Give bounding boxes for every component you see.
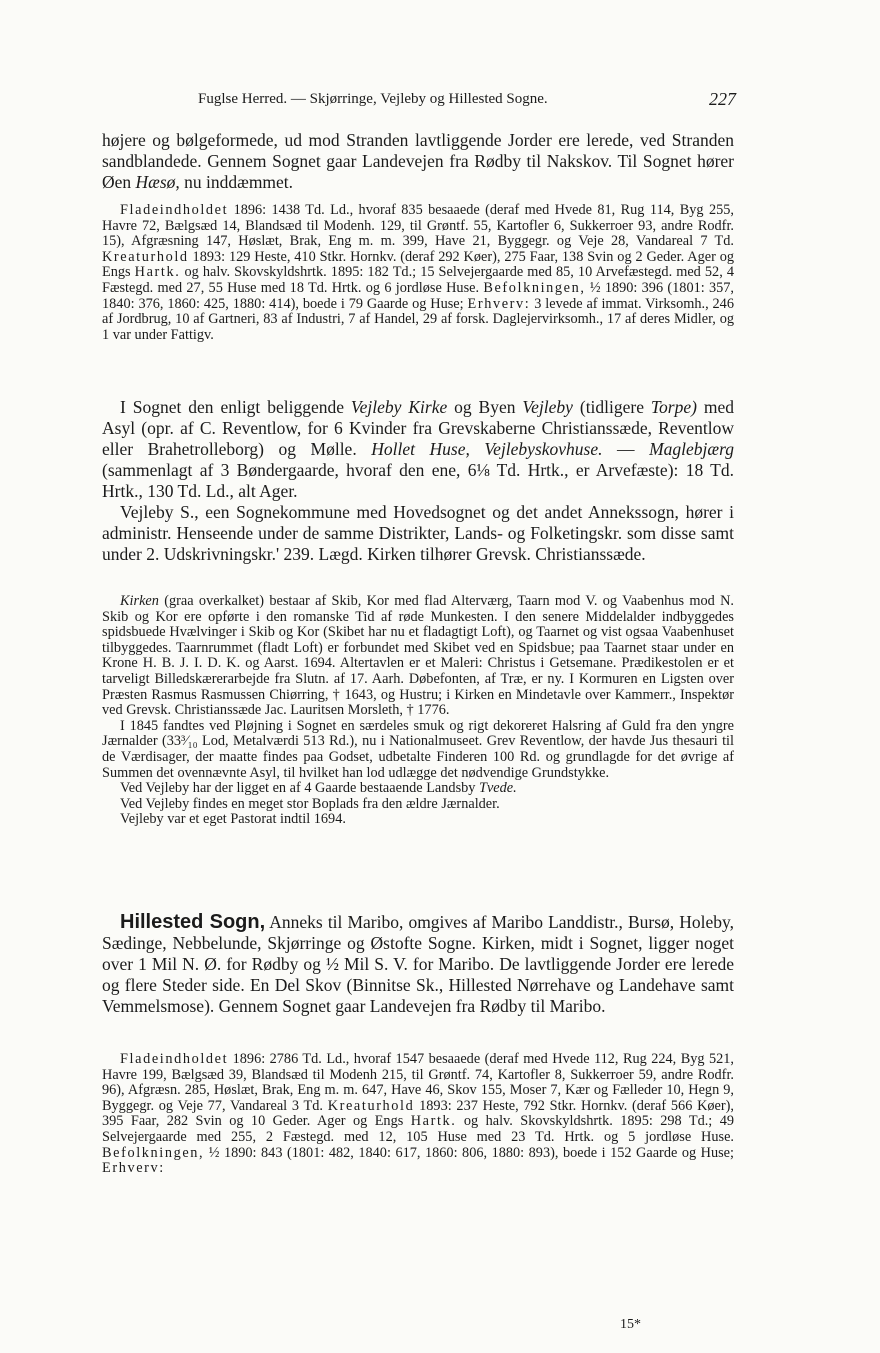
statistics-paragraph: Fladeindholdet 1896: 2786 Td. Ld., hvoraf 1547 besaaede (deraf med Hvede 112, Rug 224, Byg 521, Havre 199, Bælgsæd 39, Blandsæd til Modenh 215, til Grøntf. 74, Kartofler 8, Sukkerroer 59, andre Rodfr. 96), Afgræsn. 285, Høslæt, Brak, Eng m. m. 647, Have 46, Skov 155, Moser 7, Kær og Fælleder 10, Hegn 9, Byggegr. og Veje 77, Vandareal 3 Td. Kreaturhold 1893: 237 Heste, 792 Stkr. Hornkv. (deraf 566 Køer), 395 Faar, 282 Svin og 10 Geder. Ager og Engs Hartk. og halv. Skovskyldshrtk. 1895: 298 Td.; 49 Selvejergaarde med 255, 2 Fæstegd. med 12, 105 Huse med 23 Td. Hrtk. og 5 jordløse Huse. Befolkningen, ½ 1890: 843 (1801: 482, 1840: 617, 1860: 806, 1880: 893), boede i 152 Gaarde og Huse; Erhverv:: [102, 1051, 734, 1177]
paragraph-vejleby-sogn: Vejleby S., een Sognekommune med Hovedsognet og det andet Annekssogn, hører i administr. Henseende under de samme Distrikter, Lands- og Folketingskr. som disse samt under 2. Udskrivningskr.' 239. Lægd. Kirken tilhører Grevsk. Christianssæde.: [102, 502, 734, 564]
paragraph-pastorat: Vejleby var et eget Pastorat indtil 1694.: [120, 811, 346, 828]
paragraph-halsring: I 1845 fandtes ved Pløjning i Sognet en særdeles smuk og rigt dekoreret Halsring af Guld fra den yngre Jærnalder (33³⁄₁₀ Lod, Metalværdi 513 Rd.), nu i Nationalmuseet. Grev Reventlow, der havde Jus thesauri til de Værdisager, der maatte findes paa Godset, udbetalte Finderen 100 Rd. og grundlagde for det øvrige af Summen det ovennævnte Asyl, til hvilket han lod udlægge det nødvendige Grundstykke.: [102, 717, 734, 781]
paragraph-boplads: Ved Vejleby findes en meget stor Boplads fra den ældre Jærnalder.: [120, 795, 500, 812]
stats-skjorringe: [102, 203, 734, 343]
paragraph-tvede: Ved Vejleby har der ligget en af 4 Gaarde bestaaende Landsby Tvede.: [120, 780, 517, 797]
header-title: Fuglse Herred. — Skjørringe, Vejleby og Hillested Sogne.: [198, 91, 548, 107]
running-header: [198, 89, 736, 113]
statistics-paragraph: Fladeindholdet 1896: 1438 Td. Ld., hvoraf 835 besaaede (deraf med Hvede 81, Rug 114, Byg 255, Havre 72, Bælgsæd 14, Blandsæd til Modenh. 129, til Grøntf. 55, Kartofler 6, Sukkerroer 93, andre Rodfr. 15), Afgræsning 147, Høslæt, Brak, Eng m. m. 399, Have 21, Byggegr. og Veje 28, Vandareal 7 Td. Kreaturhold 1893: 129 Heste, 410 Stkr. Hornkv. (deraf 292 Køer), 275 Faar, 138 Svin og 2 Geder. Ager og Engs Hartk. og halv. Skovskyldshrtk. 1895: 182 Td.; 15 Selvejergaarde med 85, 10 Arvefæstegd. med 52, 4 Fæstegd. med 27, 55 Huse med 18 Td. Hrtk. og 6 jordløse Huse. Befolkningen, ½ 1890: 396 (1801: 357, 1840: 376, 1860: 425, 1880: 414), boede i 79 Gaarde og Huse; Erhverv: 3 levede af immat. Virksomh., 246 af Jordbrug, 10 af Gartneri, 83 af Industri, 7 af Handel, 29 af forsk. Daglejervirksomh., 17 af deres Midler, og 1 var under Fattigv.: [102, 202, 735, 343]
paragraph-skjorringe: højere og bølgeformede, ud mod Stranden lavtliggende Jorder ere lerede, ved Stranden sandblandede. Gennem Sognet gaar Landevejen fra Rødby til Nakskov. Til Sognet hører Øen Hæsø, nu inddæmmet.: [102, 130, 734, 192]
page-number: 227: [709, 89, 736, 109]
paragraph-kirken: Kirken (graa overkalket) bestaar af Skib, Kor med flad Alterværg, Taarn mod V. og Vaabenhus mod N. Skib og Kor ere opførte i den romanske Tid af røde Munkesten. I den senere Middelalder indbyggedes spidsbuede Hvælvinger i Skib og Kor (Skibet har nu et fladagtigt Loft), og Taarnet og vist ogsaa Vaabenhuset tilbyggedes. Taarnrummet (fladt Loft) er forbundet med Skibet ved en Spidsbue; paa Taarnet staar under en Krone H. B. J. I. D. K. og Aarst. 1694. Altertavlen er et Maleri: Christus i Getsemane. Prædikestolen er et tarveligt Billedskærerarbejde fra Slutn. af 17. Aarh. Døbefonten, af Træ, er ny. I Kormuren en Ligsten over Præsten Rasmus Rasmussen Chiørring, † 1643, og Hustru; i Kirken en Mindetavle over Kammerr., Inspektør ved Grevsk. Christianssæde Jac. Lauritsen Morsleth, † 1776.: [102, 593, 734, 719]
stats-hillested: [102, 1052, 734, 1177]
paragraph-hillested: Hillested Sogn, Anneks til Maribo, omgives af Maribo Landdistr., Bursø, Holeby, Sædinge, Nebbelunde, Skjørringe og Østofte Sogne. Kirken, midt i Sognet, ligger noget over 1 Mil N. Ø. for Rødby og ½ Mil S. V. for Maribo. De lavtliggende Jorder ere lerede og flere Steder side. En Del Skov (Binnitse Sk., Hillested Nørrehave og Landehave samt Vemmelsmose). Gennem Sognet gaar Landevejen fra Rødby til Maribo.: [102, 911, 735, 1016]
section-vejleby-church: [102, 594, 734, 828]
signature-mark: 15*: [620, 1317, 641, 1332]
section-vejleby: [102, 397, 734, 565]
section-skjorringe-end: [102, 130, 734, 193]
section-hillested: [102, 912, 734, 1017]
paragraph-vejleby-kirke: I Sognet den enligt beliggende Vejleby Kirke og Byen Vejleby (tidligere Torpe) med Asyl (opr. af C. Reventlow, for 6 Kvinder fra Grevskaberne Christianssæde, Reventlow eller Brahetrolleborg) og Mølle. Hollet Huse, Vejlebyskovhuse. — Maglebjærg (sammenlagt af 3 Bøndergaarde, hvoraf den ene, 6⅛ Td. Hrtk., er Arvefæste): 18 Td. Hrtk., 130 Td. Ld., alt Ager.: [102, 397, 735, 501]
section-heading: Hillested Sogn,: [120, 911, 266, 933]
island-name: Hæsø,: [135, 172, 180, 192]
